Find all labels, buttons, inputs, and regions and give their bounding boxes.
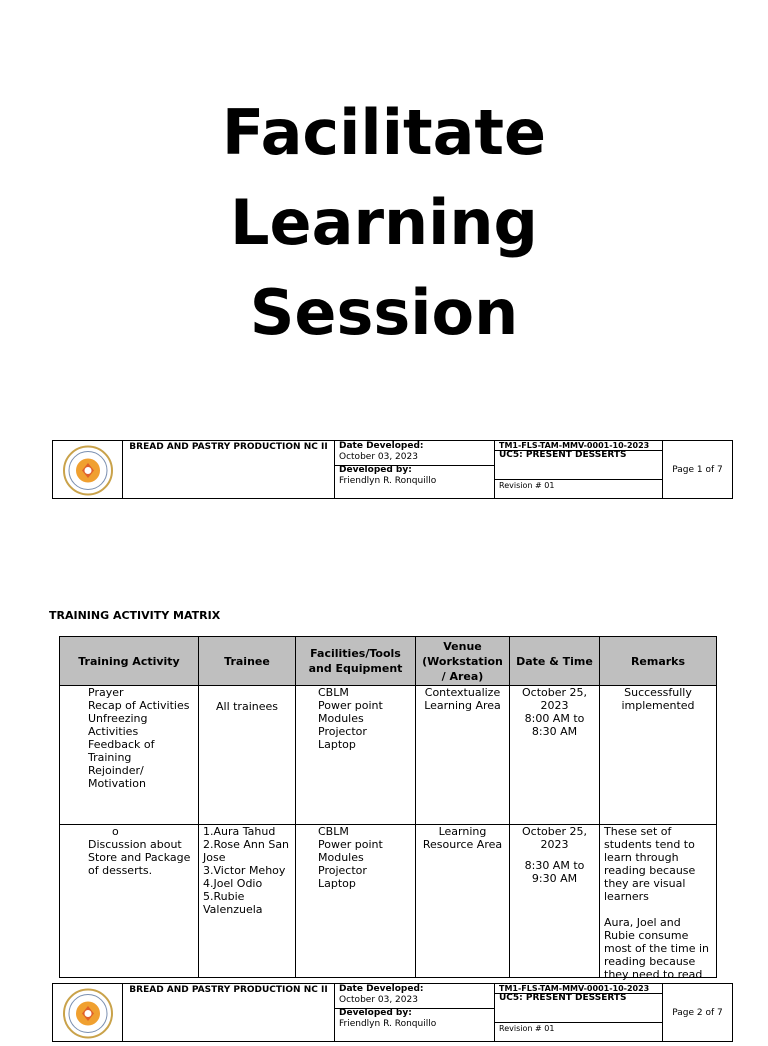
bullet-icon [70,712,88,738]
title-line: Facilitate [221,96,547,169]
column-header: Venue (Workstation / Area) [416,637,510,686]
list-item: Rejoinder/ Motivation [88,764,146,790]
revision-number: Revision # 01 [499,481,555,490]
list-item: Projector [318,725,367,738]
date-developed-label: Date Developed: [339,984,424,994]
column-header: Trainee [199,637,296,686]
date-developed-label: Date Developed: [339,441,424,451]
development-info [335,441,495,498]
list-item: Laptop [318,738,356,751]
column-header: Facilities/Tools and Equipment [296,637,416,686]
list-item: Feedback of Training [88,738,155,764]
developed-by-label: Developed by: [339,465,412,475]
institution-seal-icon [53,441,123,500]
bullet-icon [70,699,88,712]
document-code-cell [495,441,663,498]
remarks-cell: Successfully implemented [600,686,717,825]
document-code: TM1-FLS-TAM-MMV-0001-10-2023 [495,984,662,994]
trainee-cell [199,825,296,978]
bullet-icon [70,686,88,699]
list-item: Modules [318,712,364,725]
bullet-icon [300,699,318,712]
document-header [52,983,733,1042]
list-item: Modules [318,851,364,864]
time-text: 8:00 AM to 8:30 AM [524,712,585,738]
time-text: 8:30 AM to 9:30 AM [524,859,585,885]
revision-number: Revision # 01 [499,1024,555,1033]
title-line: Session [249,276,519,349]
logo-cell [53,984,123,1041]
trainee-cell: All trainees [199,686,296,825]
remarks-text: These set of students tend to learn through reading because they are visual learners [604,825,696,903]
remarks-cell [600,825,717,981]
list-item: Prayer [88,686,124,699]
bullet-icon [300,686,318,699]
column-header: Date & Time [510,637,600,686]
page-number: Page 1 of 7 [672,464,723,475]
document-header [52,440,733,499]
list-item: CBLM [318,825,349,838]
bullet-icon [300,712,318,725]
bullet-icon [300,877,318,890]
bullet-icon [70,764,88,790]
unit-of-competency: UC5: PRESENT DESSERTS [495,450,662,480]
trainee-name: 5.Rubie Valenzuela [203,890,263,916]
bullet-icon [300,725,318,738]
facilities-cell [296,825,416,978]
bullet-icon [300,851,318,864]
activity-cell [60,825,199,978]
title-line: Learning [230,186,538,259]
logo-cell [53,441,123,498]
date-time-cell [510,686,600,825]
document-title [0,88,768,358]
bullet-icon [300,825,318,838]
developed-by: Friendlyn R. Ronquillo [339,1019,437,1029]
facilities-cell [296,686,416,825]
training-activity-table [59,636,717,981]
document-code-cell [495,984,663,1041]
venue-cell: Learning Resource Area [416,825,510,978]
list-item: Power point [318,699,383,712]
list-item: Unfreezing Activities [88,712,148,738]
development-info [335,984,495,1041]
bullet-icon [300,838,318,851]
bullet-icon [70,838,88,877]
column-header: Training Activity [60,637,199,686]
sub-bullet: o [112,825,119,838]
activity-cell [60,686,199,825]
document-code: TM1-FLS-TAM-MMV-0001-10-2023 [495,441,662,451]
program-name: BREAD AND PASTRY PRODUCTION NC II [123,441,335,498]
developed-by-label: Developed by: [339,1008,412,1018]
table-header-row [60,637,717,686]
list-item: CBLM [318,686,349,699]
list-item: Power point [318,838,383,851]
trainee-name: 3.Victor Mehoy [203,864,286,877]
table-row [60,825,717,978]
bullet-icon [300,738,318,751]
bullet-icon [300,864,318,877]
unit-of-competency: UC5: PRESENT DESSERTS [495,993,662,1023]
developed-by: Friendlyn R. Ronquillo [339,476,437,486]
date-text: October 25, 2023 [521,825,587,851]
remarks-text: Aura, Joel and Rubie consume most of the time in reading because they need to read [604,916,710,981]
page-number: Page 2 of 7 [672,1007,723,1018]
date-developed: October 03, 2023 [339,452,418,462]
list-item: Discussion about Store and Package of desserts. [88,838,191,877]
date-text: October 25, 2023 [521,686,587,712]
table-row [60,686,717,825]
list-item: Recap of Activities [88,699,190,712]
list-item: Projector [318,864,367,877]
date-developed: October 03, 2023 [339,995,418,1005]
bullet-icon [70,738,88,764]
list-item: Laptop [318,877,356,890]
program-name: BREAD AND PASTRY PRODUCTION NC II [123,984,335,1041]
trainee-name: 4.Joel Odio [203,877,263,890]
trainee-name: 2.Rose Ann San Jose [203,838,290,864]
column-header: Remarks [600,637,717,686]
trainee-name: 1.Aura Tahud [203,825,276,838]
date-time-cell [510,825,600,978]
venue-cell: Contextualize Learning Area [416,686,510,825]
section-label: TRAINING ACTIVITY MATRIX [49,609,221,622]
institution-seal-icon [53,984,123,1043]
